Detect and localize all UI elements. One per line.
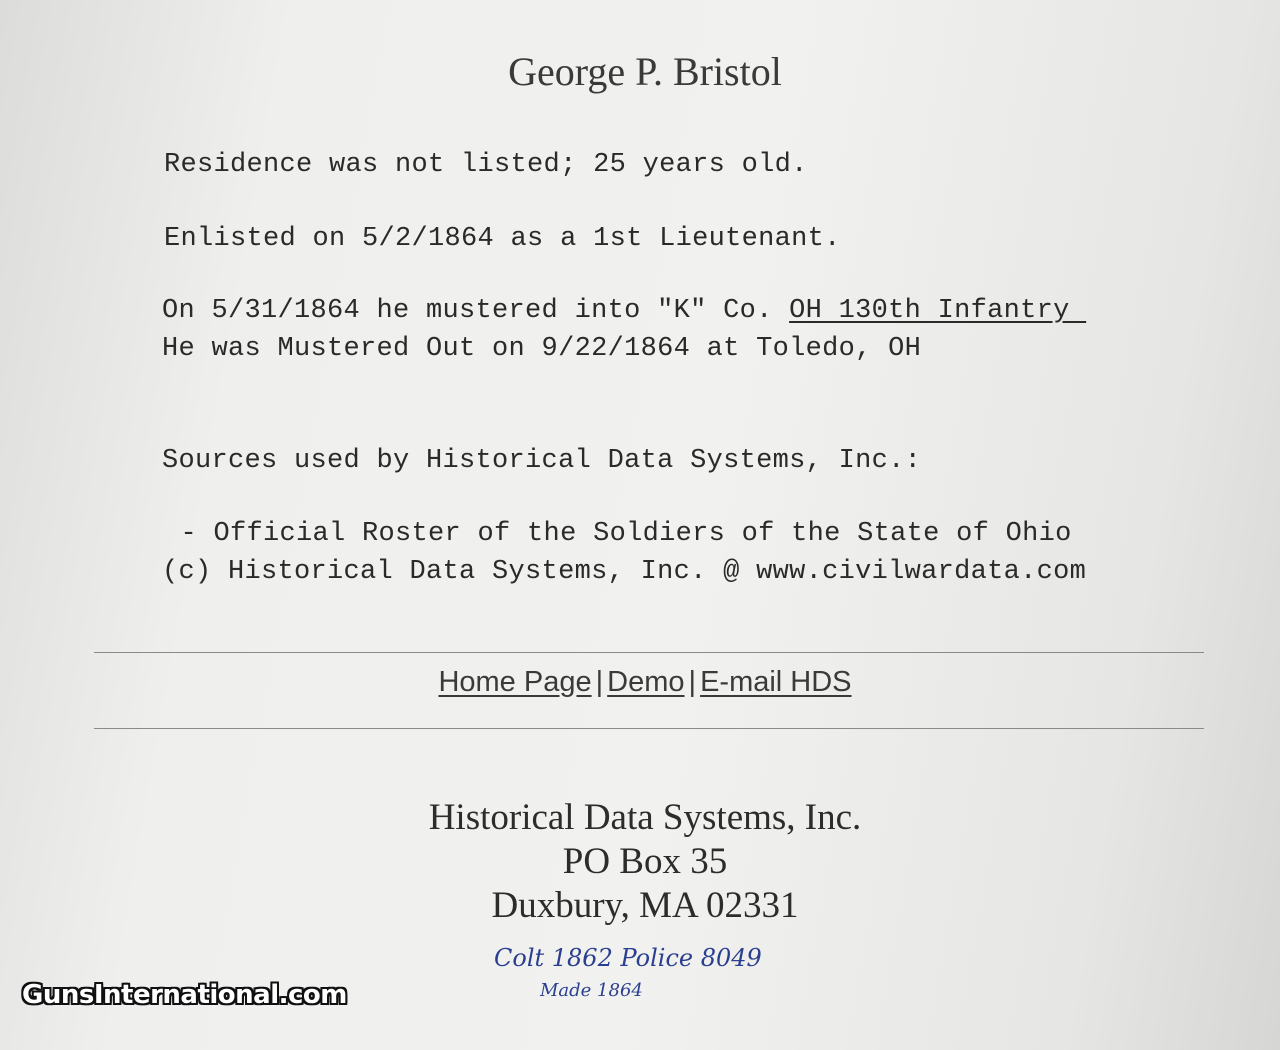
- watermark-logo: GunsInternational.com: [22, 980, 347, 1010]
- divider-bottom: [94, 728, 1204, 729]
- mustered-in-line: [162, 296, 1086, 326]
- address-po-box: PO Box 35: [562, 841, 728, 882]
- copyright-line: (c) Historical Data Systems, Inc. @ www.civilwardata.com: [162, 557, 1087, 587]
- sources-heading: Sources used by Historical Data Systems, Inc.:: [162, 446, 922, 476]
- residence-line: Residence was not listed; 25 years old.: [164, 150, 808, 180]
- mustered-out-line: He was Mustered Out on 9/22/1864 at Toledo, OH: [162, 334, 922, 364]
- regiment-link[interactable]: OH 130th Infantry: [789, 296, 1087, 326]
- handwritten-note-line2: Made 1864: [540, 980, 643, 1001]
- enlisted-line: Enlisted on 5/2/1864 as a 1st Lieutenant.: [164, 224, 841, 254]
- demo-link[interactable]: Demo: [607, 666, 685, 698]
- address-company: Historical Data Systems, Inc.: [428, 797, 862, 838]
- record-title: George P. Bristol: [508, 49, 782, 94]
- mustered-in-text: On 5/31/1864 he mustered into "K" Co.: [162, 296, 790, 326]
- footer-nav: [0, 666, 1280, 699]
- divider-top: [94, 652, 1204, 653]
- nav-separator: |: [595, 666, 604, 698]
- handwritten-note-line1: Colt 1862 Police 8049: [494, 944, 762, 972]
- email-hds-link[interactable]: E-mail HDS: [700, 666, 852, 698]
- home-page-link[interactable]: Home Page: [438, 666, 592, 698]
- nav-separator: |: [688, 666, 697, 698]
- address-city: Duxbury, MA 02331: [491, 885, 799, 926]
- source-item: - Official Roster of the Soldiers of the State of Ohio: [164, 519, 1072, 549]
